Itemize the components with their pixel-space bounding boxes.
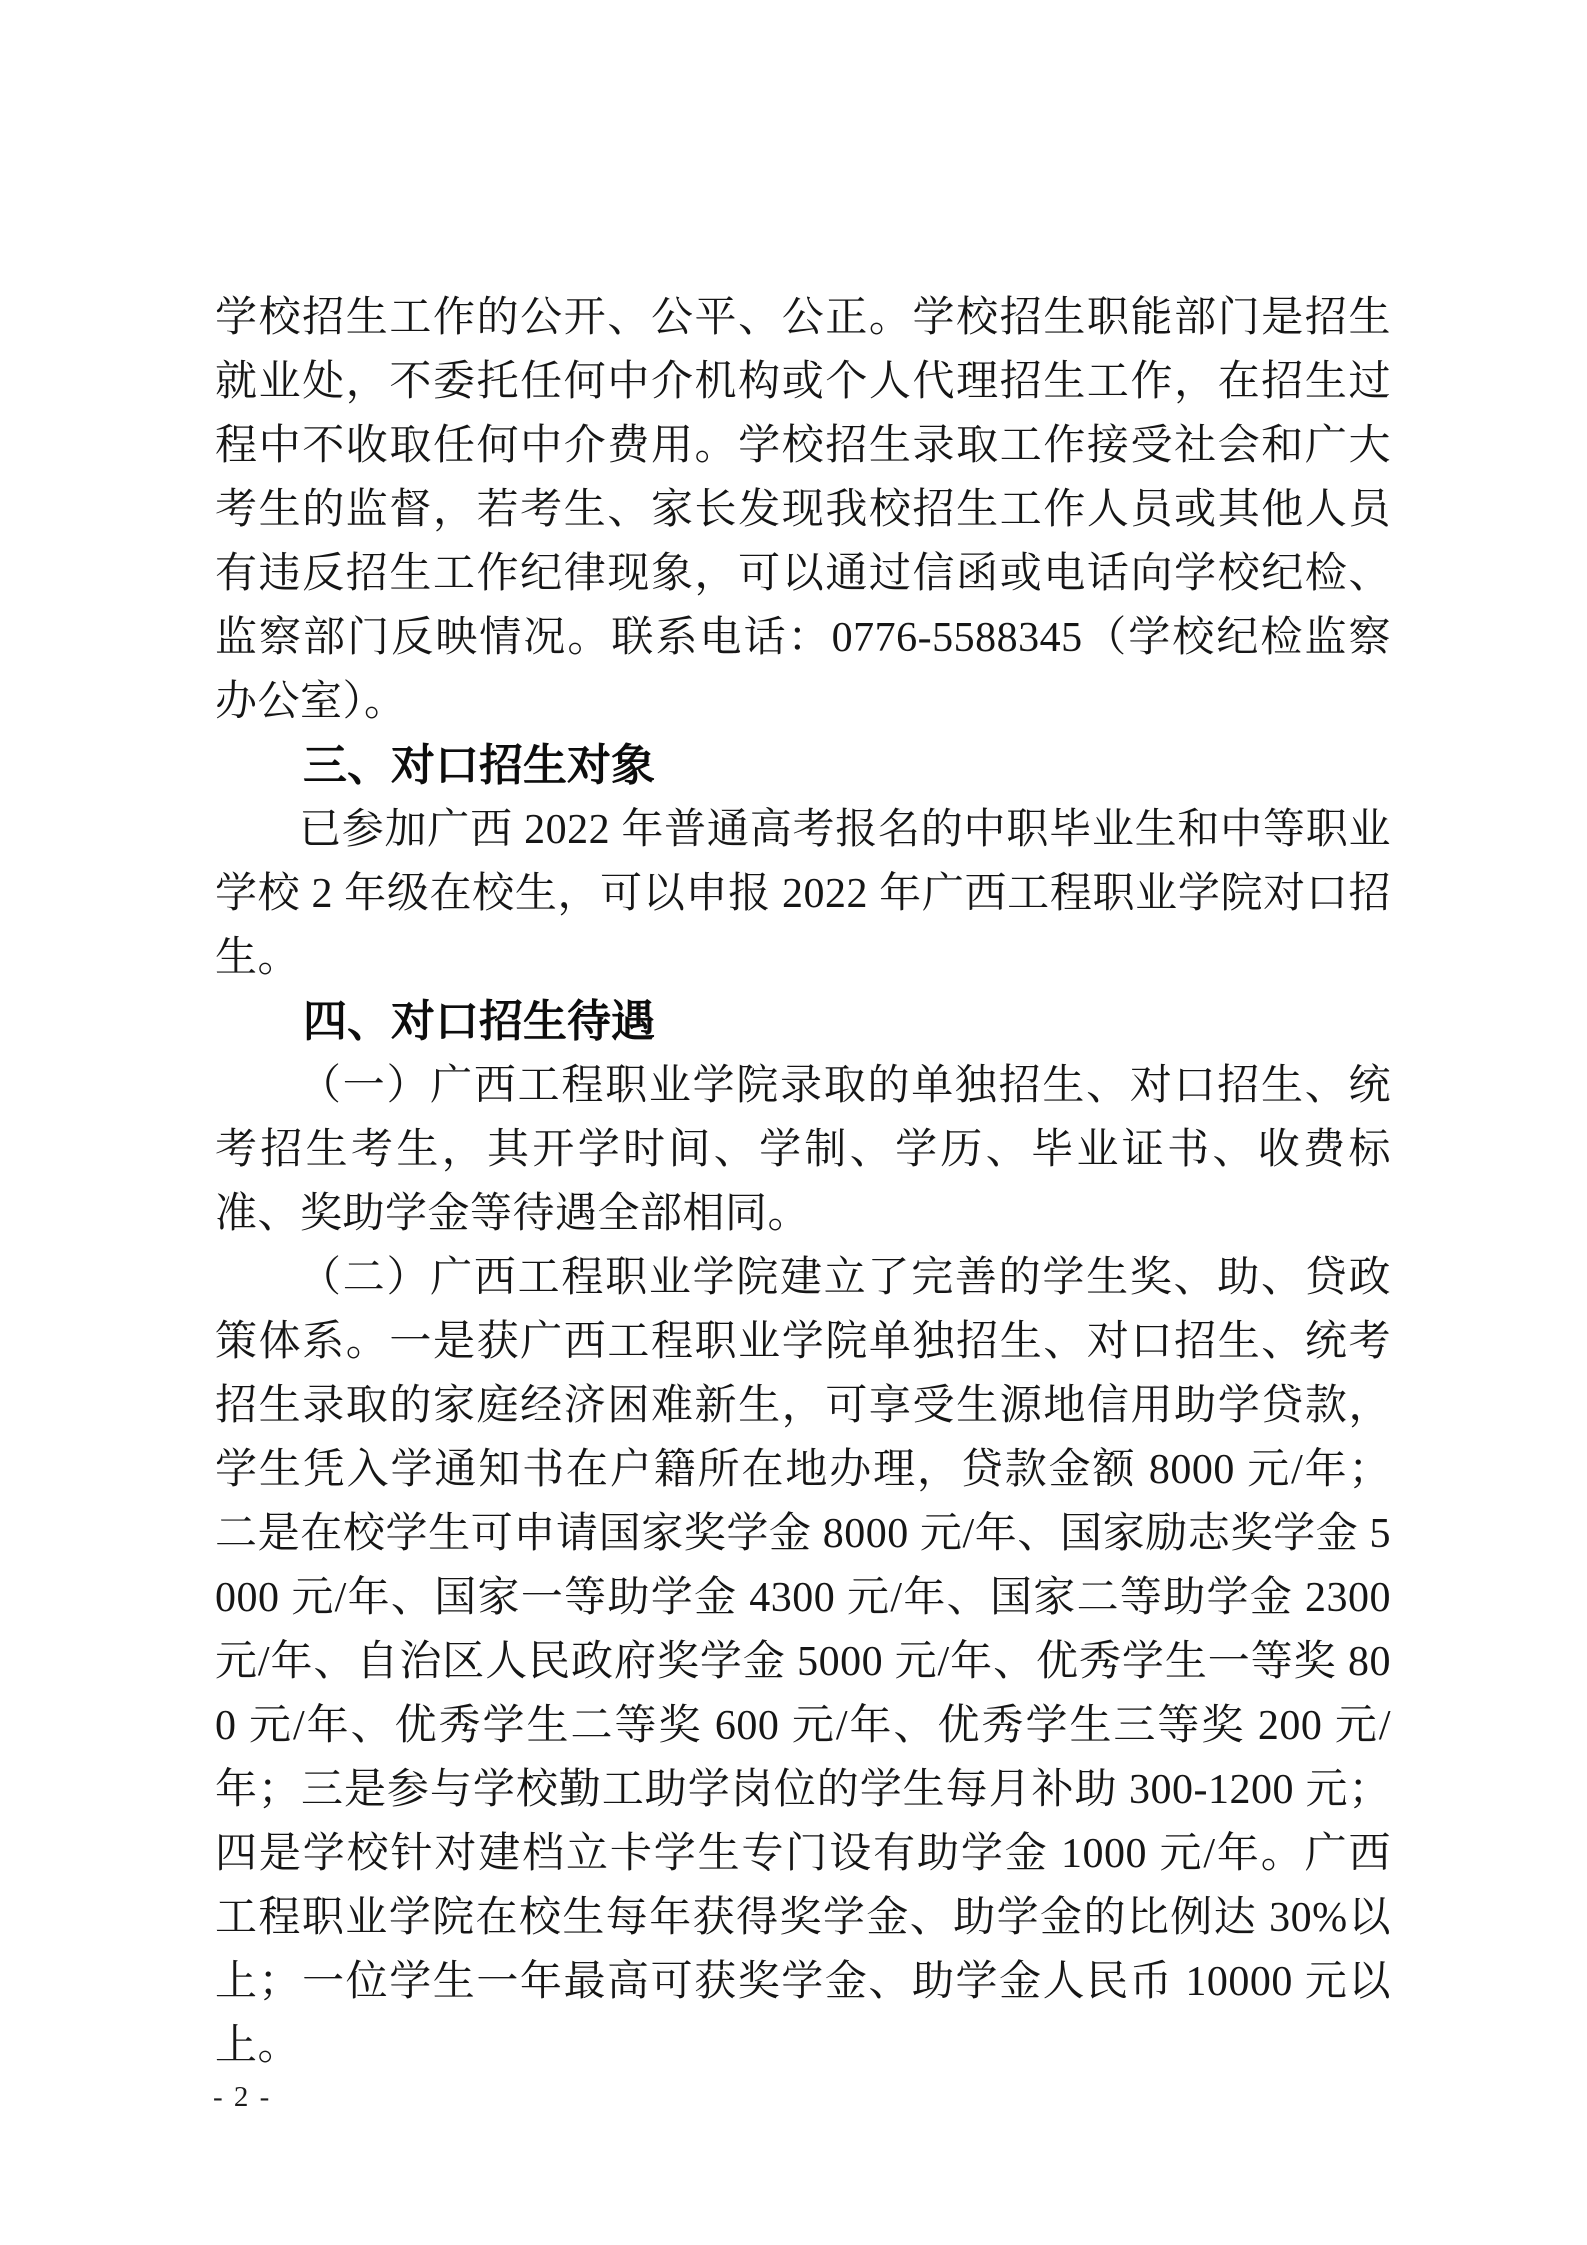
- heading-section-3-enrollment-targets: 三、对口招生对象: [303, 741, 655, 790]
- paragraph-eligibility: 已参加广西 2022 年普通高考报名的中职毕业生和中等职业学校 2 年级在校生，可以申报 2022 年广西工程职业学院对口招生。: [215, 807, 1391, 981]
- paragraph-supervision-continuation: 学校招生工作的公开、公平、公正。学校招生职能部门是招生就业处，不委托任何中介机构或个人代理招生工作，在招生过程中不收取任何中介费用。学校招生录取工作接受社会和广大考生的监督，若考生、家长发现我校招生工作人员或其他人员有违反招生工作纪律现象，可以通过信函或电话向学校纪检、监察部门反映情况。联系电话：0776-5588345（学校纪检监察办公室）。: [215, 295, 1391, 725]
- heading-section-4-enrollment-benefits: 四、对口招生待遇: [303, 997, 655, 1046]
- page-number: - 2 -: [213, 2081, 272, 2113]
- paragraph-benefits-item-2: （二）广西工程职业学院建立了完善的学生奖、助、贷政策体系。一是获广西工程职业学院单独招生、对口招生、统考招生录取的家庭经济困难新生，可享受生源地信用助学贷款，学生凭入学通知书在户籍所在地办理，贷款金额 8000 元/年；二是在校学生可申请国家奖学金 8000 元/年、国家励志奖学金 5000 元/年、国家一等助学金 4300 元/年、国家二等助学金 2300 元/年、自治区人民政府奖学金 5000 元/年、优秀学生一等奖 800 元/年、优秀学生二等奖 600 元/年、优秀学生三等奖 200 元/年；三是参与学校勤工助学岗位的学生每月补助 300-1200 元；四是学校针对建档立卡学生专门设有助学金 1000 元/年。广西工程职业学院在校生每年获得奖学金、助学金的比例达 30%以上；一位学生一年最高可获奖学金、助学金人民币 10000 元以上。: [215, 1255, 1391, 2069]
- page-content: [215, 286, 1391, 2078]
- paragraph-benefits-item-1: （一）广西工程职业学院录取的单独招生、对口招生、统考招生考生，其开学时间、学制、学历、毕业证书、收费标准、奖助学金等待遇全部相同。: [215, 1063, 1391, 1237]
